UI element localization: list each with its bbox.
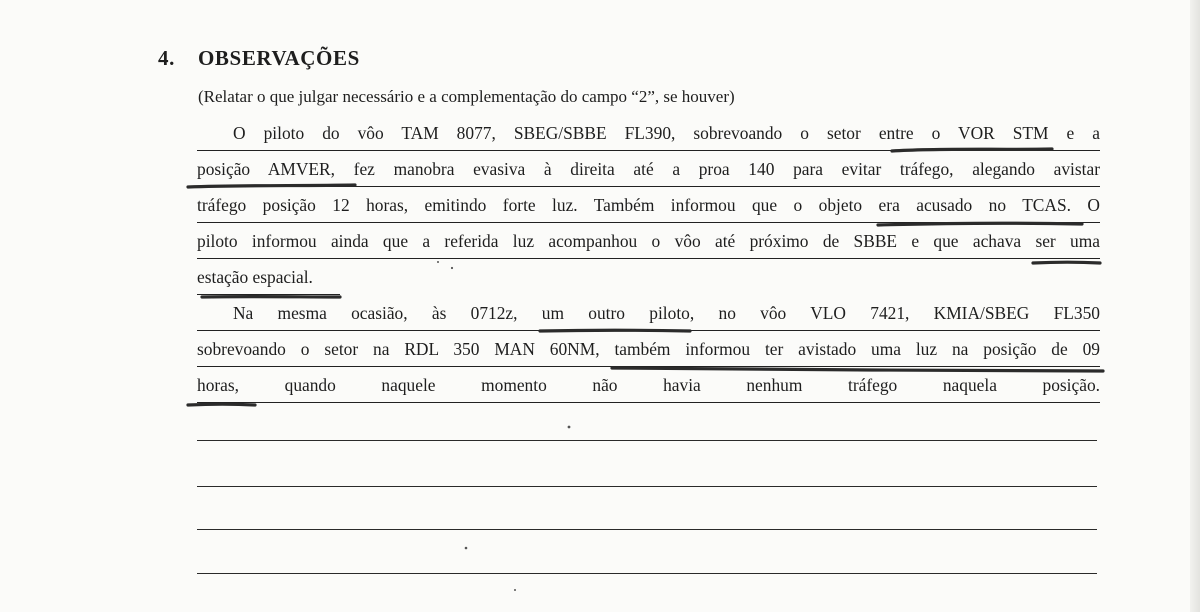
observation-line: piloto informou ainda que a referida luz acompanhou o vôo até próximo de SBBE e que achava ser uma <box>197 230 1100 259</box>
observation-line: O piloto do vôo TAM 8077, SBEG/SBBE FL390, sobrevoando o setor entre o VOR STM e a <box>197 122 1100 151</box>
paper-speck <box>514 589 516 591</box>
pen-underline-mark <box>188 404 255 405</box>
pen-underline-mark <box>892 149 1052 151</box>
observation-line: posição AMVER, fez manobra evasiva à direita até a proa 140 para evitar tráfego, alegando avistar <box>197 158 1100 187</box>
paper-speck <box>451 267 453 269</box>
pen-underline-mark <box>540 330 690 331</box>
observation-line: sobrevoando o setor na RDL 350 MAN 60NM, também informou ter avistado uma luz na posição de 09 <box>197 338 1100 367</box>
section-number: 4. <box>158 46 175 70</box>
pen-underline-mark <box>1033 262 1100 263</box>
section-title: OBSERVAÇÕES <box>198 46 360 70</box>
observation-line: tráfego posição 12 horas, emitindo forte luz. Também informou que o objeto era acusado no TCAS. O <box>197 194 1100 223</box>
observation-line: horas, quando naquele momento não havia nenhum tráfego naquela posição. <box>197 374 1100 403</box>
paper-speck <box>465 547 468 550</box>
observation-line: Na mesma ocasião, às 0712z, um outro piloto, no vôo VLO 7421, KMIA/SBEG FL350 <box>197 302 1100 331</box>
paper-speck <box>437 261 439 263</box>
paper-speck <box>568 426 571 429</box>
section-instruction: (Relatar o que julgar necessário e a complementação do campo “2”, se houver) <box>198 87 735 106</box>
pen-underline-mark <box>188 185 355 187</box>
observation-line: estação espacial. <box>197 266 340 295</box>
pen-underline-mark <box>878 223 1082 225</box>
pen-underline-mark <box>612 368 1103 371</box>
